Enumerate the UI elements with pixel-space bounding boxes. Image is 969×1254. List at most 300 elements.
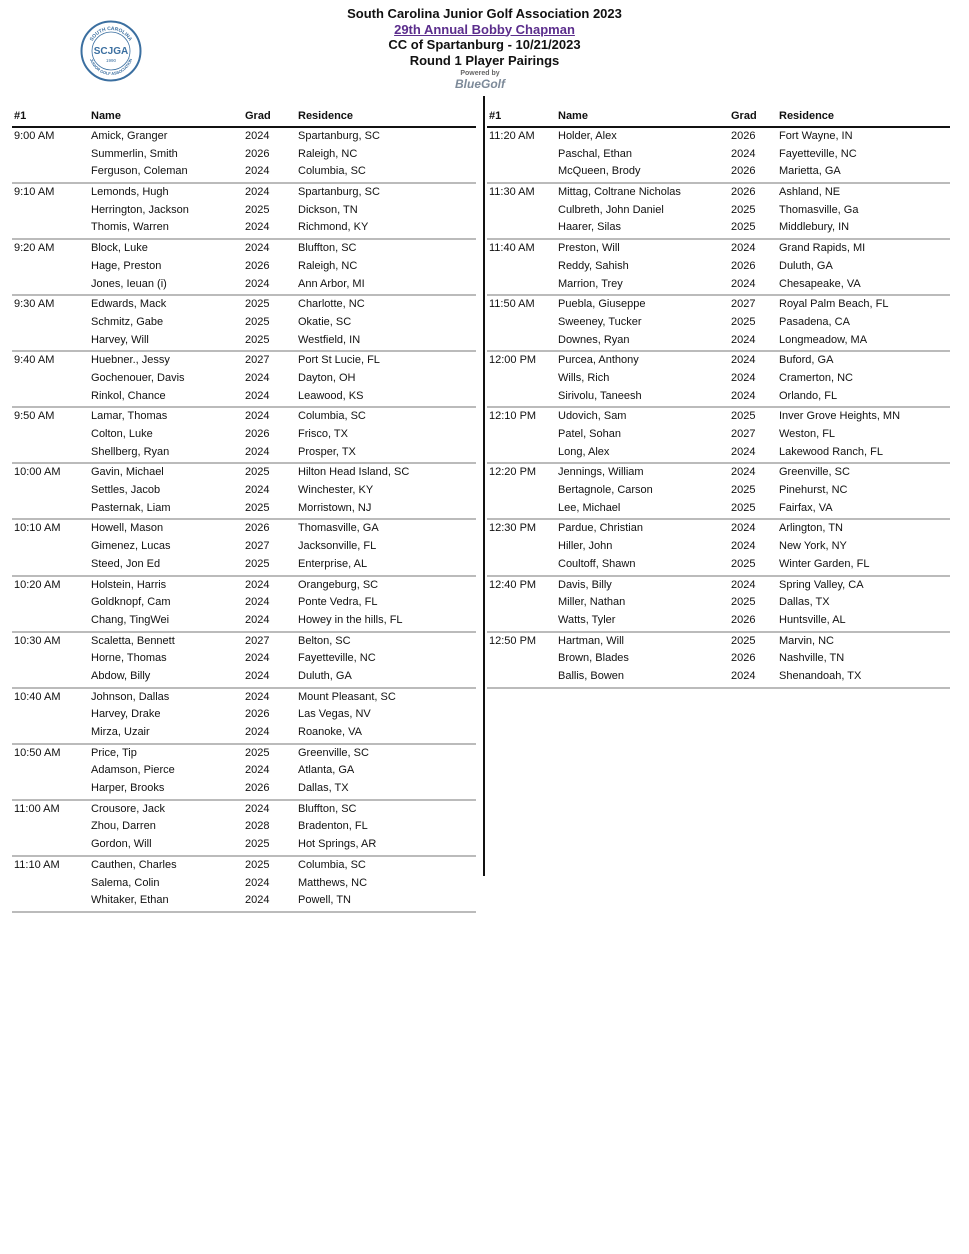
player-name: Thomis, Warren bbox=[91, 221, 169, 234]
pairing-group bbox=[487, 240, 950, 296]
player-residence: Chesapeake, VA bbox=[779, 277, 861, 290]
venue-date: CC of Spartanburg - 10/21/2023 bbox=[388, 37, 581, 52]
player-name: Gavin, Michael bbox=[91, 466, 164, 479]
player-row bbox=[12, 444, 476, 462]
player-name: Edwards, Mack bbox=[91, 298, 167, 311]
player-grad: 2025 bbox=[731, 203, 756, 216]
player-residence: Inver Grove Heights, MN bbox=[779, 410, 901, 423]
player-name: Jennings, William bbox=[558, 466, 644, 479]
player-residence: Las Vegas, NV bbox=[298, 708, 371, 721]
player-name: Davis, Billy bbox=[558, 578, 612, 591]
player-grad: 2025 bbox=[731, 501, 756, 514]
player-residence: Fairfax, VA bbox=[779, 501, 833, 514]
pairings-left-column bbox=[12, 110, 476, 913]
player-residence: Port St Lucie, FL bbox=[298, 354, 380, 367]
player-grad: 2024 bbox=[731, 389, 756, 402]
player-row bbox=[12, 146, 476, 164]
player-name: Abdow, Billy bbox=[91, 669, 151, 682]
player-name: Crousore, Jack bbox=[91, 802, 165, 815]
player-name: Shellberg, Ryan bbox=[91, 445, 170, 458]
tee-time: 10:20 AM bbox=[14, 578, 61, 591]
player-row bbox=[12, 464, 476, 482]
player-residence: Belton, SC bbox=[298, 634, 351, 647]
pairing-group bbox=[12, 240, 476, 296]
player-name: Long, Alex bbox=[558, 445, 610, 458]
player-grad: 2025 bbox=[245, 557, 270, 570]
player-row bbox=[12, 163, 476, 181]
player-name: Chang, TingWei bbox=[91, 613, 170, 626]
player-name: Price, Tip bbox=[91, 746, 137, 759]
player-grad: 2028 bbox=[245, 820, 270, 833]
player-name: Huebner., Jessy bbox=[91, 354, 170, 367]
pairing-group bbox=[487, 352, 950, 408]
player-name: Marrion, Trey bbox=[558, 277, 623, 290]
player-residence: Mount Pleasant, SC bbox=[298, 690, 396, 703]
player-grad: 2024 bbox=[731, 147, 756, 160]
player-row bbox=[12, 332, 476, 350]
player-grad: 2024 bbox=[245, 371, 270, 384]
player-residence: Dallas, TX bbox=[298, 782, 349, 795]
player-grad: 2025 bbox=[245, 315, 270, 328]
player-name: Summerlin, Smith bbox=[91, 147, 178, 160]
logo-year: 1990 bbox=[105, 58, 117, 63]
tee-time: 11:50 AM bbox=[489, 298, 535, 311]
player-row bbox=[487, 577, 950, 595]
player-residence: Richmond, KY bbox=[298, 221, 369, 234]
player-grad: 2024 bbox=[245, 277, 270, 290]
player-grad: 2025 bbox=[245, 203, 270, 216]
player-grad: 2026 bbox=[731, 186, 756, 199]
player-name: Harvey, Will bbox=[91, 333, 149, 346]
player-name: Goldknopf, Cam bbox=[91, 596, 171, 609]
player-row bbox=[487, 276, 950, 294]
player-name: McQueen, Brody bbox=[558, 165, 641, 178]
player-name: Brown, Blades bbox=[558, 652, 629, 665]
player-row bbox=[487, 408, 950, 426]
player-grad: 2025 bbox=[731, 410, 756, 423]
player-residence: Weston, FL bbox=[779, 428, 836, 440]
residence-header: Residence bbox=[779, 110, 835, 122]
pairing-group bbox=[487, 464, 950, 520]
player-grad: 2027 bbox=[245, 540, 270, 553]
grad-header: Grad bbox=[245, 110, 271, 122]
player-name: Harper, Brooks bbox=[91, 782, 165, 795]
player-row bbox=[12, 780, 476, 798]
tee-time: 11:40 AM bbox=[489, 242, 535, 255]
player-grad: 2024 bbox=[731, 540, 756, 553]
pairing-group bbox=[12, 128, 476, 184]
player-residence: Thomasville, Ga bbox=[779, 203, 859, 216]
player-residence: Morristown, NJ bbox=[298, 501, 372, 514]
player-residence: Orangeburg, SC bbox=[298, 578, 379, 591]
player-row bbox=[487, 482, 950, 500]
player-residence: Nashville, TN bbox=[779, 652, 845, 665]
player-residence: Raleigh, NC bbox=[298, 147, 358, 160]
tee-time: 9:50 AM bbox=[14, 410, 55, 423]
player-residence: Pinehurst, NC bbox=[779, 484, 848, 497]
player-name: Holstein, Harris bbox=[91, 578, 167, 591]
player-row bbox=[12, 314, 476, 332]
player-name: Mirza, Uzair bbox=[91, 726, 150, 738]
player-grad: 2025 bbox=[245, 298, 270, 311]
player-grad: 2025 bbox=[245, 746, 270, 759]
player-residence: Enterprise, AL bbox=[298, 557, 368, 570]
powered-by-logo bbox=[445, 70, 515, 91]
player-row bbox=[487, 668, 950, 686]
player-name: Hiller, John bbox=[558, 540, 613, 553]
player-row bbox=[12, 296, 476, 314]
player-residence: Royal Palm Beach, FL bbox=[779, 298, 889, 311]
scjga-logo bbox=[80, 20, 142, 82]
player-name: Lamar, Thomas bbox=[91, 410, 168, 423]
residence-header: Residence bbox=[298, 110, 354, 122]
pairing-group bbox=[12, 689, 476, 745]
player-name: Ferguson, Coleman bbox=[91, 165, 188, 178]
player-name: Purcea, Anthony bbox=[558, 354, 639, 367]
player-row bbox=[12, 689, 476, 707]
player-name: Preston, Will bbox=[558, 242, 620, 255]
player-name: Zhou, Darren bbox=[91, 820, 156, 833]
player-grad: 2024 bbox=[245, 613, 270, 626]
pairing-group bbox=[12, 520, 476, 576]
pairing-group bbox=[12, 464, 476, 520]
player-name: Scaletta, Bennett bbox=[91, 634, 175, 647]
player-name: Sirivolu, Taneesh bbox=[558, 389, 642, 402]
player-row bbox=[487, 296, 950, 314]
player-residence: Bradenton, FL bbox=[298, 820, 368, 833]
player-grad: 2027 bbox=[245, 634, 270, 647]
tee-header: #1 bbox=[489, 110, 502, 122]
player-grad: 2024 bbox=[245, 764, 270, 777]
player-grad: 2026 bbox=[731, 613, 756, 626]
player-grad: 2025 bbox=[731, 484, 756, 497]
player-grad: 2024 bbox=[245, 242, 270, 255]
player-row bbox=[12, 857, 476, 875]
player-grad: 2024 bbox=[731, 333, 756, 346]
player-name: Haarer, Silas bbox=[558, 221, 621, 234]
pairing-group bbox=[487, 128, 950, 184]
player-name: Gochenouer, Davis bbox=[91, 371, 185, 384]
player-grad: 2024 bbox=[245, 669, 270, 682]
pairing-group bbox=[12, 745, 476, 801]
player-residence: Shenandoah, TX bbox=[779, 669, 862, 682]
tee-time: 12:20 PM bbox=[489, 466, 537, 479]
player-residence: Arlington, TN bbox=[779, 522, 843, 535]
player-row bbox=[12, 706, 476, 724]
player-row bbox=[12, 818, 476, 836]
player-row bbox=[12, 745, 476, 763]
player-grad: 2024 bbox=[245, 410, 270, 423]
player-grad: 2026 bbox=[245, 147, 270, 160]
player-name: Gimenez, Lucas bbox=[91, 540, 171, 553]
player-name: Howell, Mason bbox=[91, 522, 164, 535]
logo-center-text: SCJGA bbox=[93, 46, 129, 57]
player-row bbox=[487, 594, 950, 612]
player-name: Colton, Luke bbox=[91, 428, 153, 440]
player-residence: Hilton Head Island, SC bbox=[298, 466, 410, 479]
player-residence: Charlotte, NC bbox=[298, 298, 365, 311]
player-row bbox=[12, 633, 476, 651]
tee-time: 12:50 PM bbox=[489, 634, 537, 647]
player-grad: 2024 bbox=[245, 596, 270, 609]
player-row bbox=[12, 482, 476, 500]
player-residence: Hot Springs, AR bbox=[298, 838, 377, 851]
player-row bbox=[12, 577, 476, 595]
player-row bbox=[12, 184, 476, 202]
player-residence: Dickson, TN bbox=[298, 203, 358, 216]
player-row bbox=[12, 762, 476, 780]
player-residence: Leawood, KS bbox=[298, 389, 364, 402]
player-residence: Atlanta, GA bbox=[298, 764, 355, 777]
player-grad: 2024 bbox=[245, 165, 270, 178]
pairing-group bbox=[487, 577, 950, 633]
right-column-header bbox=[487, 110, 950, 128]
player-grad: 2026 bbox=[731, 652, 756, 665]
player-name: Culbreth, John Daniel bbox=[558, 203, 664, 216]
player-residence: Spring Valley, CA bbox=[779, 578, 864, 591]
tee-time: 11:10 AM bbox=[14, 858, 60, 871]
player-grad: 2025 bbox=[731, 596, 756, 609]
player-row bbox=[487, 128, 950, 146]
name-header: Name bbox=[91, 110, 121, 122]
player-residence: Duluth, GA bbox=[779, 259, 833, 272]
tee-time: 11:20 AM bbox=[489, 130, 535, 142]
pairing-group bbox=[487, 408, 950, 464]
player-row bbox=[12, 801, 476, 819]
pairing-group bbox=[12, 633, 476, 689]
player-residence: Prosper, TX bbox=[298, 445, 356, 458]
player-residence: Fort Wayne, IN bbox=[779, 130, 853, 142]
player-grad: 2024 bbox=[731, 466, 756, 479]
player-row bbox=[487, 184, 950, 202]
player-row bbox=[487, 633, 950, 651]
player-row bbox=[487, 426, 950, 444]
player-grad: 2025 bbox=[731, 315, 756, 328]
player-name: Hage, Preston bbox=[91, 259, 162, 272]
player-grad: 2024 bbox=[731, 371, 756, 384]
player-row bbox=[487, 464, 950, 482]
player-row bbox=[487, 520, 950, 538]
player-name: Udovich, Sam bbox=[558, 410, 627, 423]
player-grad: 2024 bbox=[731, 354, 756, 367]
player-name: Harvey, Drake bbox=[91, 708, 161, 721]
player-grad: 2024 bbox=[245, 652, 270, 665]
player-row bbox=[12, 650, 476, 668]
player-name: Pardue, Christian bbox=[558, 522, 643, 535]
player-grad: 2024 bbox=[245, 445, 270, 458]
player-grad: 2024 bbox=[245, 578, 270, 591]
player-name: Horne, Thomas bbox=[91, 652, 167, 665]
player-grad: 2024 bbox=[245, 876, 270, 889]
player-residence: Jacksonville, FL bbox=[298, 540, 377, 553]
tee-header: #1 bbox=[14, 110, 27, 122]
player-row bbox=[487, 500, 950, 518]
player-row bbox=[12, 128, 476, 146]
player-grad: 2024 bbox=[245, 726, 270, 738]
player-name: Sweeney, Tucker bbox=[558, 315, 642, 328]
player-name: Cauthen, Charles bbox=[91, 858, 177, 871]
player-name: Gordon, Will bbox=[91, 838, 152, 851]
player-name: Schmitz, Gabe bbox=[91, 315, 164, 328]
player-residence: Orlando, FL bbox=[779, 389, 838, 402]
player-name: Pasternak, Liam bbox=[91, 501, 171, 514]
player-residence: Marvin, NC bbox=[779, 634, 835, 647]
player-row bbox=[12, 556, 476, 574]
player-grad: 2024 bbox=[731, 445, 756, 458]
player-name: Salema, Colin bbox=[91, 876, 160, 889]
player-name: Whitaker, Ethan bbox=[91, 894, 169, 907]
player-name: Steed, Jon Ed bbox=[91, 557, 161, 570]
player-row bbox=[12, 408, 476, 426]
pairing-group bbox=[12, 801, 476, 857]
tee-time: 10:40 AM bbox=[14, 690, 61, 703]
player-name: Amick, Granger bbox=[91, 130, 168, 142]
player-residence: Middlebury, IN bbox=[779, 221, 850, 234]
logo-top-text: SOUTH CAROLINA bbox=[88, 25, 134, 43]
player-grad: 2025 bbox=[245, 838, 270, 851]
player-grad: 2026 bbox=[245, 428, 270, 440]
player-name: Mittag, Coltrane Nicholas bbox=[558, 186, 681, 199]
player-residence: Matthews, NC bbox=[298, 876, 368, 889]
player-name: Bertagnole, Carson bbox=[558, 484, 653, 497]
player-row bbox=[12, 352, 476, 370]
player-row bbox=[487, 314, 950, 332]
player-grad: 2024 bbox=[245, 802, 270, 815]
player-name: Hartman, Will bbox=[558, 634, 625, 647]
event-link[interactable]: 29th Annual Bobby Chapman bbox=[394, 21, 575, 37]
column-divider bbox=[483, 96, 485, 876]
tee-time: 9:10 AM bbox=[14, 186, 55, 199]
player-name: Watts, Tyler bbox=[558, 613, 616, 626]
player-name: Miller, Nathan bbox=[558, 596, 626, 609]
player-row bbox=[487, 388, 950, 406]
player-name: Settles, Jacob bbox=[91, 484, 161, 497]
player-grad: 2024 bbox=[245, 130, 270, 142]
round-title: Round 1 Player Pairings bbox=[409, 52, 560, 68]
logo-bottom-text: JUNIOR GOLF ASSOCIATION bbox=[88, 57, 134, 77]
player-residence: Huntsville, AL bbox=[779, 613, 846, 626]
powered-by-label: Powered by bbox=[460, 70, 500, 77]
left-column-header bbox=[12, 110, 476, 128]
player-residence: Westfield, IN bbox=[298, 333, 361, 346]
pairing-group bbox=[12, 352, 476, 408]
player-row bbox=[12, 258, 476, 276]
pairing-group bbox=[487, 184, 950, 240]
player-residence: Howey in the hills, FL bbox=[298, 613, 403, 626]
player-residence: Spartanburg, SC bbox=[298, 186, 380, 199]
player-grad: 2024 bbox=[731, 522, 756, 535]
player-name: Herrington, Jackson bbox=[91, 203, 189, 216]
player-row bbox=[12, 875, 476, 893]
grad-header: Grad bbox=[731, 110, 757, 122]
player-row bbox=[12, 202, 476, 220]
tee-time: 11:00 AM bbox=[14, 802, 60, 815]
player-grad: 2026 bbox=[245, 522, 270, 535]
player-grad: 2025 bbox=[245, 858, 270, 871]
player-row bbox=[487, 332, 950, 350]
org-title: South Carolina Junior Golf Association 2023 bbox=[347, 6, 622, 21]
player-grad: 2026 bbox=[731, 130, 756, 142]
pairing-group bbox=[12, 184, 476, 240]
player-row bbox=[487, 146, 950, 164]
player-grad: 2024 bbox=[245, 690, 270, 703]
pairing-group bbox=[12, 577, 476, 633]
player-residence: Columbia, SC bbox=[298, 858, 366, 871]
player-row bbox=[487, 352, 950, 370]
player-grad: 2024 bbox=[245, 221, 270, 234]
player-residence: Greenville, SC bbox=[779, 466, 850, 479]
player-row bbox=[12, 724, 476, 742]
player-row bbox=[12, 612, 476, 630]
player-row bbox=[487, 370, 950, 388]
tee-time: 9:40 AM bbox=[14, 354, 55, 367]
player-residence: Lakewood Ranch, FL bbox=[779, 445, 883, 458]
player-residence: Bluffton, SC bbox=[298, 802, 357, 815]
player-name: Wills, Rich bbox=[558, 371, 610, 384]
player-row bbox=[487, 202, 950, 220]
tee-time: 12:40 PM bbox=[489, 578, 537, 591]
player-name: Puebla, Giuseppe bbox=[558, 298, 646, 311]
tee-time: 9:20 AM bbox=[14, 242, 55, 255]
player-row bbox=[487, 612, 950, 630]
player-name: Jones, Ieuan (i) bbox=[91, 277, 167, 290]
player-residence: Bluffton, SC bbox=[298, 242, 357, 255]
player-grad: 2026 bbox=[245, 708, 270, 721]
player-row bbox=[12, 426, 476, 444]
player-grad: 2027 bbox=[245, 354, 270, 367]
player-grad: 2024 bbox=[731, 578, 756, 591]
player-grad: 2024 bbox=[245, 484, 270, 497]
player-residence: Ann Arbor, MI bbox=[298, 277, 365, 290]
pairings-right-column bbox=[487, 110, 950, 689]
player-row bbox=[487, 240, 950, 258]
player-grad: 2024 bbox=[245, 894, 270, 907]
player-row bbox=[487, 258, 950, 276]
player-residence: Pasadena, CA bbox=[779, 315, 850, 328]
player-residence: Greenville, SC bbox=[298, 746, 369, 759]
player-grad: 2024 bbox=[731, 669, 756, 682]
player-row bbox=[12, 276, 476, 294]
player-grad: 2027 bbox=[731, 298, 756, 311]
player-grad: 2024 bbox=[731, 277, 756, 290]
player-row bbox=[487, 444, 950, 462]
tee-time: 12:10 PM bbox=[489, 410, 537, 423]
player-residence: Winchester, KY bbox=[298, 484, 374, 497]
player-row bbox=[12, 836, 476, 854]
player-grad: 2025 bbox=[731, 557, 756, 570]
player-residence: Fayetteville, NC bbox=[298, 652, 376, 665]
player-name: Rinkol, Chance bbox=[91, 389, 166, 402]
pairing-group bbox=[487, 296, 950, 352]
player-name: Johnson, Dallas bbox=[91, 690, 170, 703]
player-residence: Dallas, TX bbox=[779, 596, 830, 609]
tee-time: 9:30 AM bbox=[14, 298, 55, 311]
player-name: Ballis, Bowen bbox=[558, 669, 625, 682]
bluegolf-brand: BlueGolf bbox=[455, 77, 505, 91]
tee-time: 10:00 AM bbox=[14, 466, 61, 479]
pairing-group bbox=[487, 520, 950, 576]
player-grad: 2027 bbox=[731, 428, 756, 440]
player-residence: Winter Garden, FL bbox=[779, 557, 870, 570]
player-grad: 2026 bbox=[245, 259, 270, 272]
pairing-group bbox=[487, 633, 950, 689]
player-residence: Ponte Vedra, FL bbox=[298, 596, 378, 609]
player-grad: 2025 bbox=[731, 634, 756, 647]
player-name: Reddy, Sahish bbox=[558, 259, 629, 272]
player-residence: Powell, TN bbox=[298, 894, 351, 907]
player-grad: 2024 bbox=[245, 186, 270, 199]
player-residence: Frisco, TX bbox=[298, 428, 348, 440]
